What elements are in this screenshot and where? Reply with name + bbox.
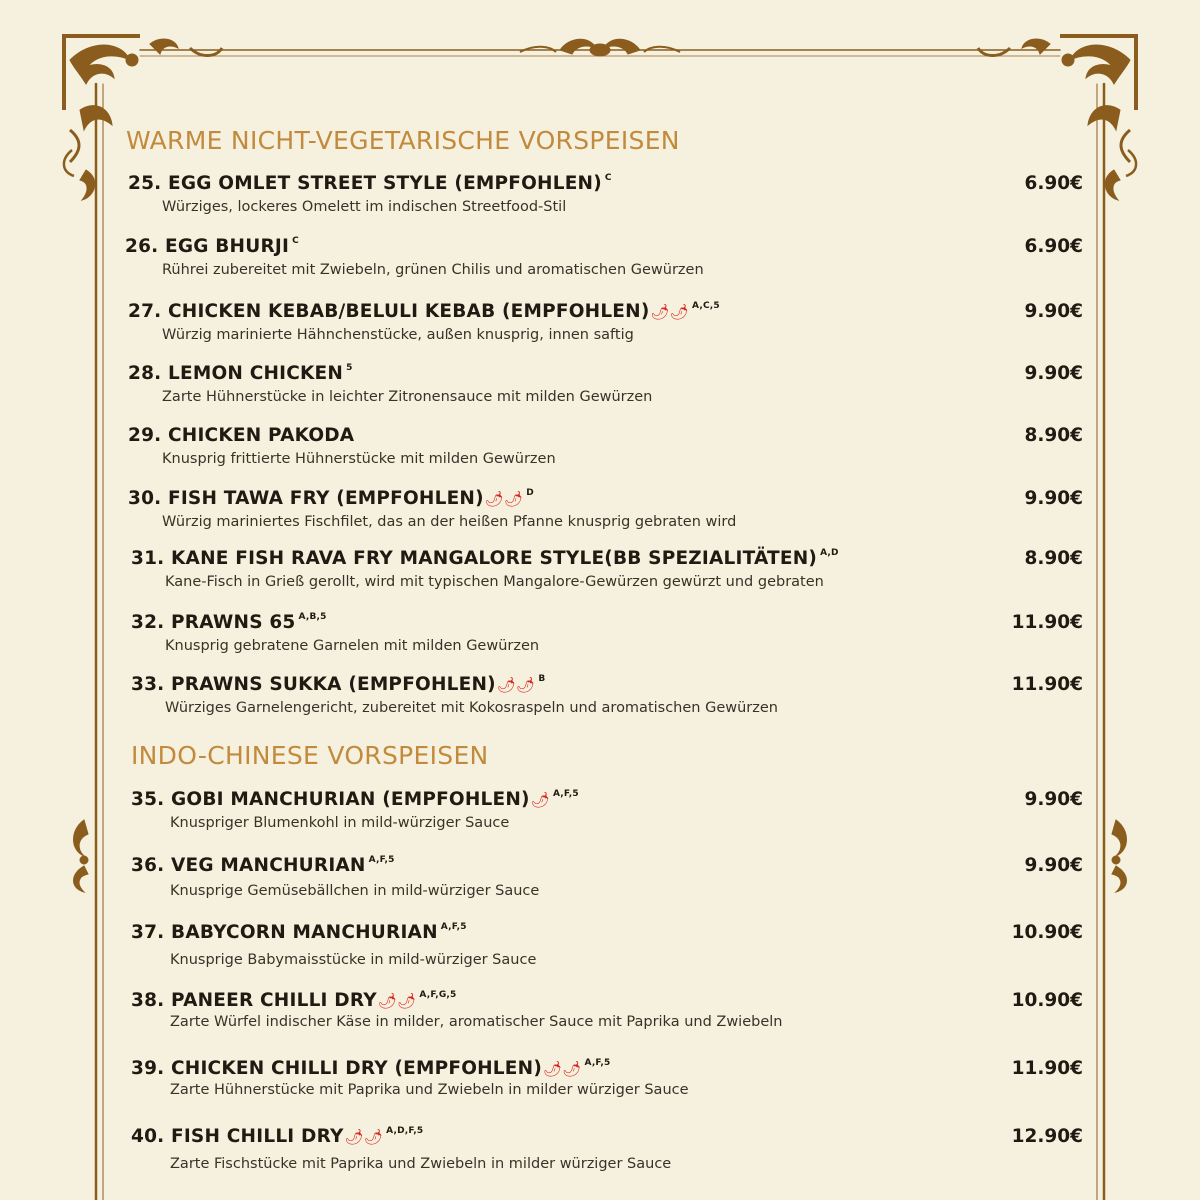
item-description: Zarte Hühnerstücke in leichter Zitronensauce mit milden Gewürzen <box>162 389 653 405</box>
menu-item <box>0 855 1200 915</box>
item-title: 26. EGG BHURJI <box>125 236 290 257</box>
item-name <box>131 612 327 633</box>
item-title: 31. KANE FISH RAVA FRY MANGALORE STYLE(BB SPEZIALITÄTEN) <box>131 548 818 569</box>
item-name <box>128 425 354 446</box>
item-title: 38. PANEER CHILLI DRY <box>131 990 377 1011</box>
item-description: Knusprig gebratene Garnelen mit milden Gewürzen <box>165 638 540 654</box>
menu-item <box>0 789 1200 849</box>
item-price: 10.90€ <box>1011 990 1083 1011</box>
item-price: 9.90€ <box>1024 789 1083 810</box>
item-name <box>125 236 299 257</box>
item-description: Rührei zubereitet mit Zwiebeln, grünen Chilis und aromatischen Gewürzen <box>162 262 704 278</box>
item-price: 12.90€ <box>1011 1126 1083 1147</box>
item-price: 9.90€ <box>1024 363 1083 384</box>
item-title: 36. VEG MANCHURIAN <box>131 855 366 876</box>
item-price: 11.90€ <box>1011 674 1083 695</box>
menu-item <box>0 236 1200 296</box>
item-price: 6.90€ <box>1024 173 1083 194</box>
item-description: Würzig mariniertes Fischfilet, das an der heißen Pfanne knusprig gebraten wird <box>162 514 737 530</box>
item-title: 32. PRAWNS 65 <box>131 612 296 633</box>
item-name <box>131 922 467 943</box>
menu-item <box>0 612 1200 672</box>
chili-pepper-icon: 🌶 <box>530 791 550 809</box>
top-center-ornament-icon <box>520 39 680 56</box>
item-name <box>128 173 612 194</box>
item-description: Knusprige Gemüsebällchen in mild-würziger Sauce <box>170 883 540 899</box>
chili-pepper-icon: 🌶🌶 <box>377 992 417 1010</box>
item-description: Zarte Hühnerstücke mit Paprika und Zwiebeln in milder würziger Sauce <box>170 1082 689 1098</box>
item-description: Knuspriger Blumenkohl in mild-würziger Sauce <box>170 815 510 831</box>
item-name <box>131 990 457 1011</box>
item-price: 6.90€ <box>1024 236 1083 257</box>
menu-item <box>0 990 1200 1050</box>
item-title: 40. FISH CHILLI DRY <box>131 1126 344 1147</box>
menu-item <box>0 301 1200 361</box>
item-name <box>128 488 534 509</box>
item-price: 10.90€ <box>1011 922 1083 943</box>
item-description: Würzig marinierte Hähnchenstücke, außen knusprig, innen saftig <box>162 327 634 343</box>
menu-item <box>0 1126 1200 1186</box>
menu-item <box>0 1058 1200 1118</box>
item-title: 27. CHICKEN KEBAB/BELULI KEBAB (EMPFOHLEN) <box>128 301 650 322</box>
item-title: 30. FISH TAWA FRY (EMPFOHLEN) <box>128 488 484 509</box>
item-title: 35. GOBI MANCHURIAN (EMPFOHLEN) <box>131 789 530 810</box>
item-price: 9.90€ <box>1024 855 1083 876</box>
item-description: Würziges Garnelengericht, zubereitet mit Kokosraspeln und aromatischen Gewürzen <box>165 700 778 716</box>
item-description: Würziges, lockeres Omelett im indischen Streetfood-Stil <box>162 199 567 215</box>
item-name <box>131 789 579 810</box>
allergen-codes: A,F,5 <box>368 855 395 865</box>
menu-item <box>0 425 1200 485</box>
chili-pepper-icon: 🌶🌶 <box>650 303 689 321</box>
item-description: Zarte Würfel indischer Käse in milder, aromatischer Sauce mit Paprika und Zwiebeln <box>170 1014 783 1030</box>
allergen-codes: A,D,F,5 <box>386 1126 424 1136</box>
item-name <box>128 301 720 322</box>
allergen-codes: A,F,5 <box>552 789 579 799</box>
menu-item <box>0 674 1200 734</box>
menu-item <box>0 922 1200 982</box>
item-price: 9.90€ <box>1024 488 1083 509</box>
allergen-codes: A,B,5 <box>298 612 327 622</box>
allergen-codes: D <box>526 488 534 498</box>
allergen-codes: A,F,5 <box>584 1058 611 1068</box>
menu-item <box>0 488 1200 548</box>
allergen-codes: C <box>292 236 299 246</box>
section-title-indo-chinese: INDO-CHINESE VORSPEISEN <box>131 741 489 770</box>
item-name <box>131 548 839 569</box>
section-title-non-veg-starters: WARME NICHT-VEGETARISCHE VORSPEISEN <box>126 126 680 155</box>
allergen-codes: 5 <box>346 363 353 373</box>
item-description: Knusprig frittierte Hühnerstücke mit milden Gewürzen <box>162 451 556 467</box>
item-name <box>131 855 395 876</box>
item-description: Kane-Fisch in Grieß gerollt, wird mit typischen Mangalore-Gewürzen gewürzt und gebraten <box>165 574 824 590</box>
item-title: 28. LEMON CHICKEN <box>128 363 344 384</box>
chili-pepper-icon: 🌶🌶 <box>484 490 524 508</box>
item-price: 9.90€ <box>1024 301 1083 322</box>
menu-item <box>0 173 1200 233</box>
menu-item <box>0 363 1200 423</box>
item-description: Zarte Fischstücke mit Paprika und Zwiebeln in milder würziger Sauce <box>170 1156 672 1172</box>
item-title: 39. CHICKEN CHILLI DRY (EMPFOHLEN) <box>131 1058 542 1079</box>
chili-pepper-icon: 🌶🌶 <box>344 1128 384 1146</box>
allergen-codes: A,C,5 <box>692 301 720 311</box>
item-name <box>128 363 353 384</box>
item-title: 29. CHICKEN PAKODA <box>128 425 355 446</box>
allergen-codes: A,F,G,5 <box>419 990 457 1000</box>
item-price: 8.90€ <box>1024 425 1083 446</box>
allergen-codes: A,D <box>820 548 839 558</box>
allergen-codes: C <box>604 173 612 183</box>
menu-item <box>0 548 1200 608</box>
chili-pepper-icon: 🌶🌶 <box>542 1060 582 1078</box>
item-price: 11.90€ <box>1011 1058 1083 1079</box>
item-name <box>131 674 545 695</box>
item-title: 33. PRAWNS SUKKA (EMPFOHLEN) <box>131 674 496 695</box>
item-description: Knusprige Babymaisstücke in mild-würziger Sauce <box>170 952 537 968</box>
allergen-codes: B <box>538 674 546 684</box>
item-price: 11.90€ <box>1011 612 1083 633</box>
item-name <box>131 1126 423 1147</box>
item-title: 37. BABYCORN MANCHURIAN <box>131 922 438 943</box>
item-name <box>131 1058 610 1079</box>
item-price: 8.90€ <box>1024 548 1083 569</box>
item-title: 25. EGG OMLET STREET STYLE (EMPFOHLEN) <box>128 173 602 194</box>
allergen-codes: A,F,5 <box>440 922 467 932</box>
chili-pepper-icon: 🌶🌶 <box>496 676 536 694</box>
